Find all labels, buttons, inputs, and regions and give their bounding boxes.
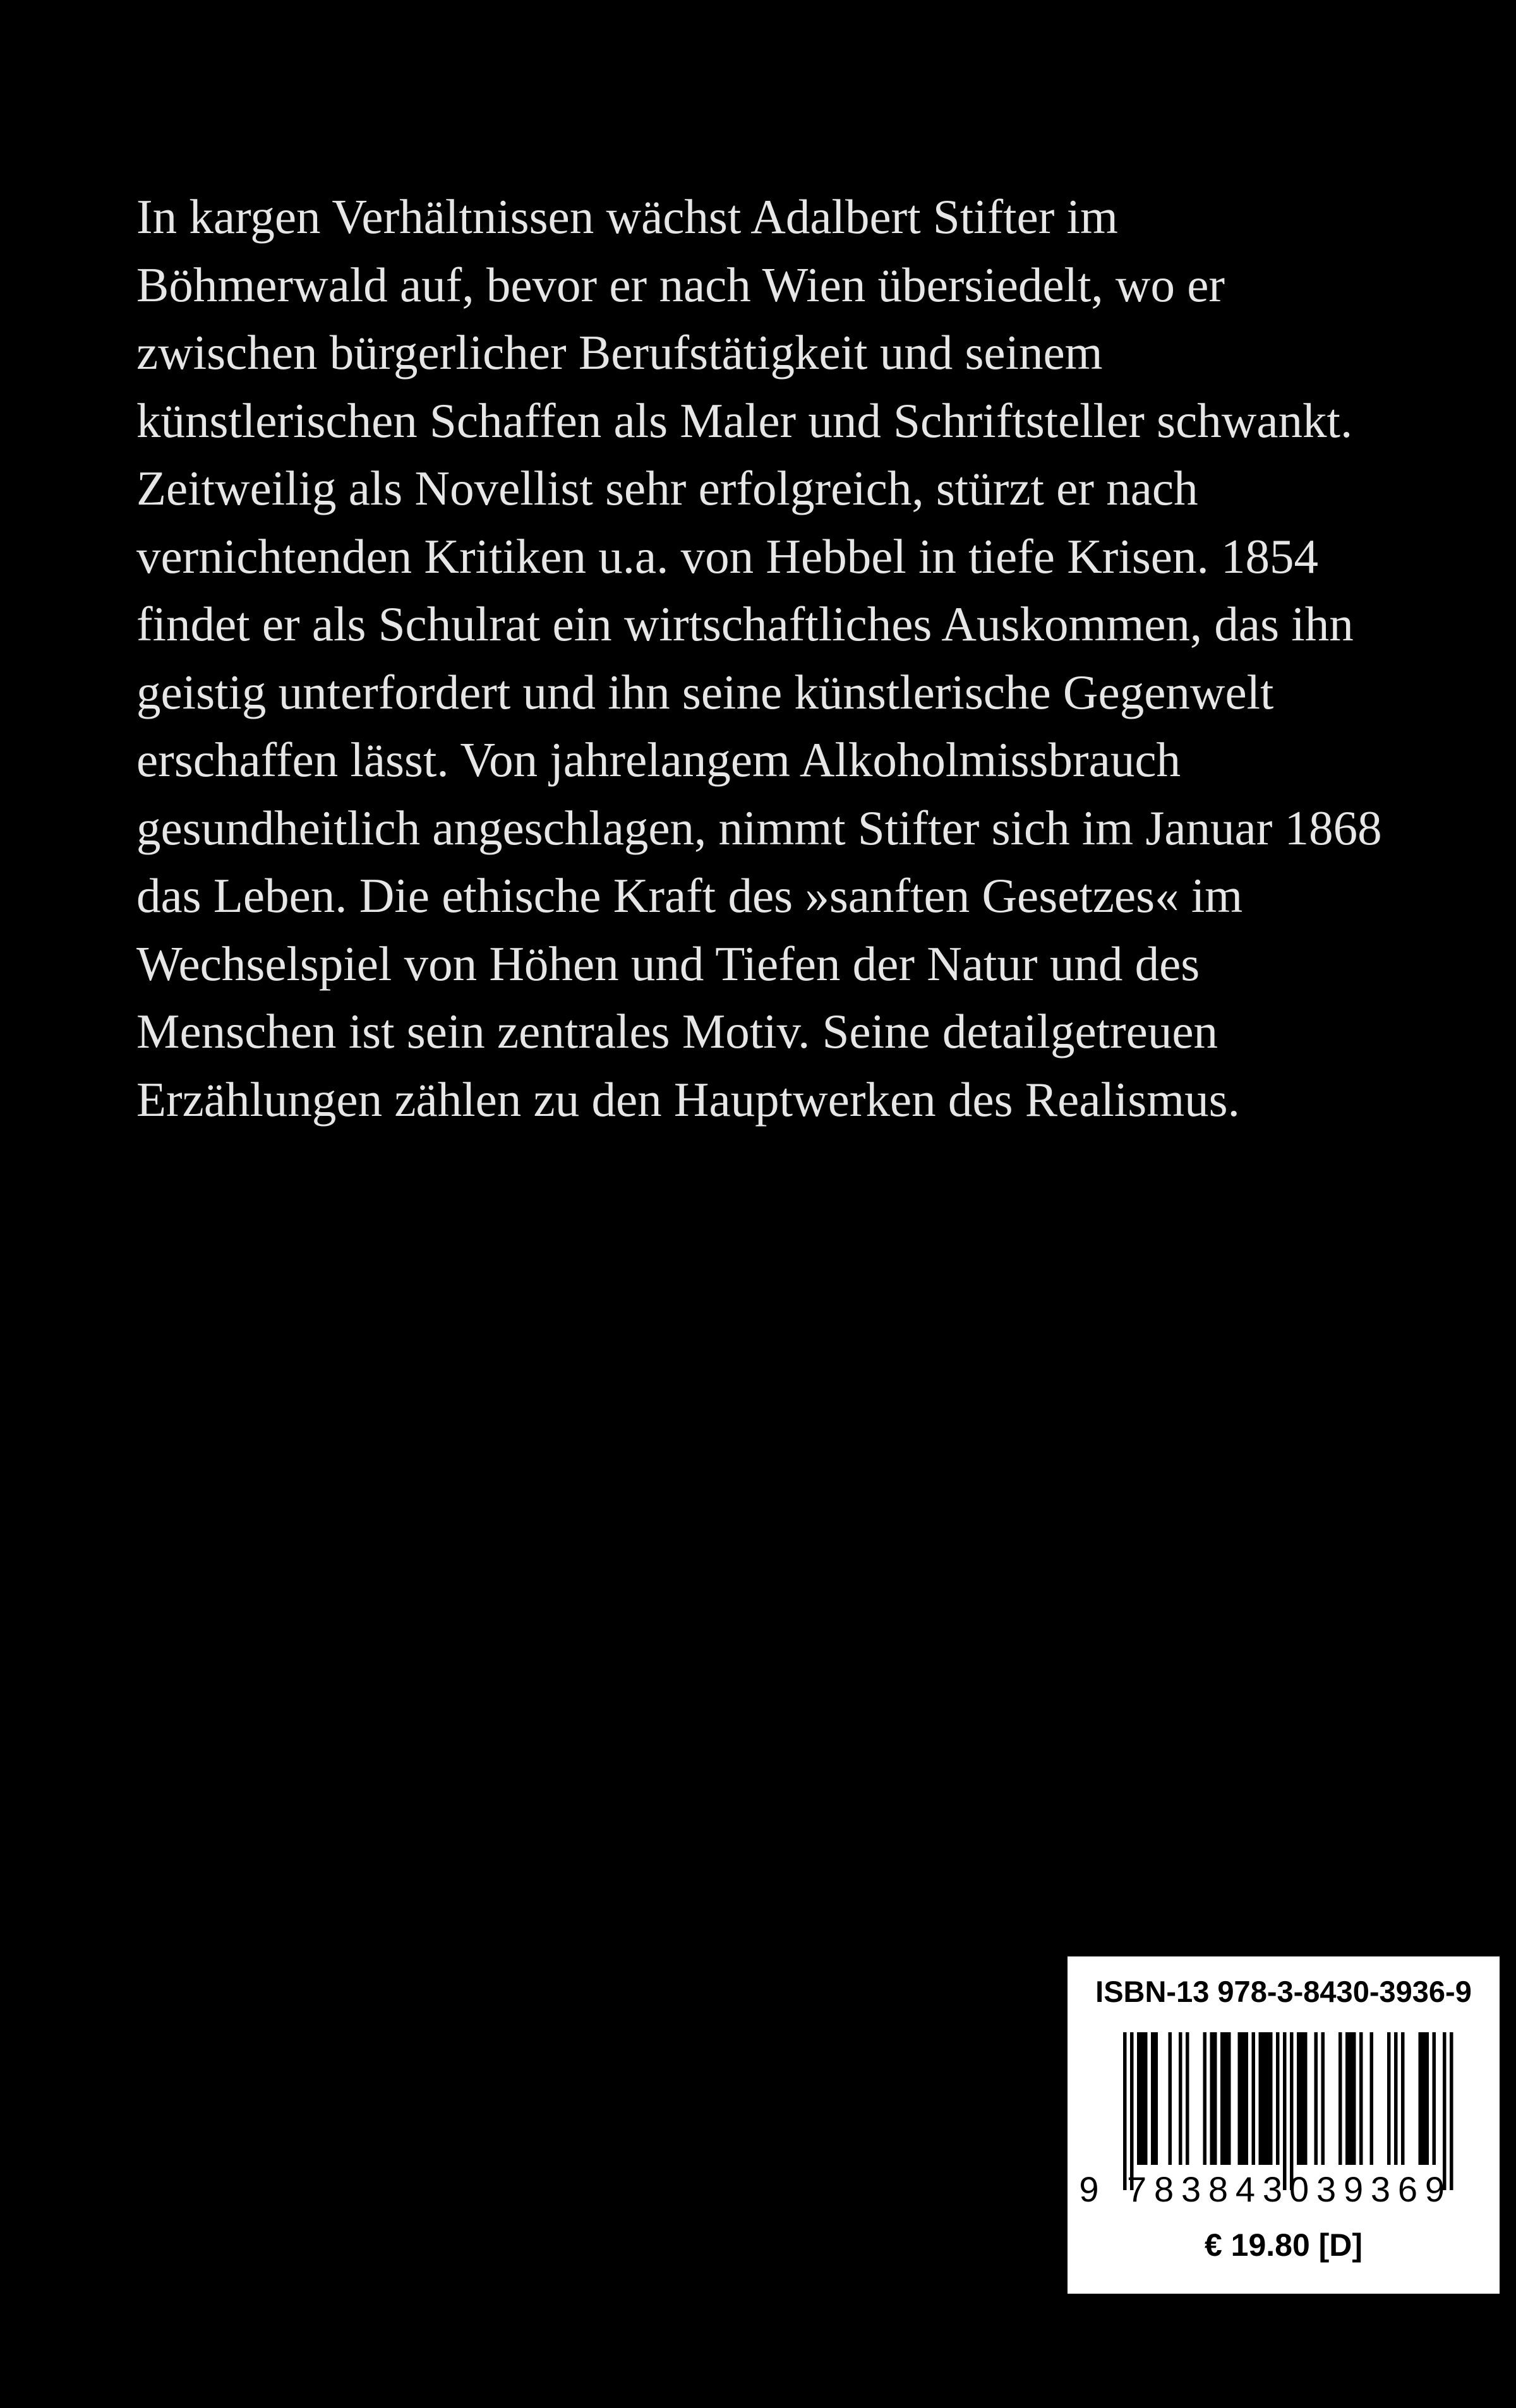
blurb-line: Zeitweilig als Novellist sehr erfolgreich, stürzt er nach [136,461,1198,515]
price-label: € 19.80 [D] [1204,2227,1363,2263]
barcode-bar [1151,2032,1155,2165]
barcode-bar [1426,2032,1429,2165]
blurb-line: Menschen ist sein zentrales Motiv. Seine detailgetreuen [136,1004,1218,1058]
barcode-bar [1238,2032,1242,2165]
barcode-bar [1422,2032,1426,2165]
blurb-line: In kargen Verhältnissen wächst Adalbert Stifter im [136,189,1118,244]
blurb-line: das Leben. Die ethische Kraft des »sanften Gesetzes« im [136,868,1243,923]
blurb-line: findet er als Schulrat ein wirtschaftliches Auskommen, das ihn [136,597,1354,651]
barcode-bar [1144,2032,1148,2165]
barcode-guard-bar [1443,2032,1447,2190]
barcode-bar [1259,2032,1263,2165]
barcode-bar [1220,2032,1224,2165]
barcode-bar [1359,2032,1363,2165]
barcode-bar [1203,2032,1207,2165]
barcode-bar [1401,2032,1405,2165]
barcode-guard-bar [1283,2032,1287,2190]
barcode-bar [1186,2032,1189,2165]
barcode-bar [1352,2032,1356,2165]
barcode-bar [1349,2032,1353,2165]
blurb-line: künstlerischen Schaffen als Maler und Schriftsteller schwankt. [136,393,1353,448]
barcode-bar [1394,2032,1398,2165]
barcode-guard-bar [1130,2032,1134,2190]
barcode-bar [1387,2032,1391,2165]
barcode-bar [1370,2032,1374,2165]
ean13-barcode [1068,2032,1500,2215]
barcode-bar [1297,2032,1301,2165]
barcode-bar [1266,2032,1270,2165]
barcode-bar [1241,2032,1245,2165]
barcode-bar [1252,2032,1256,2165]
barcode-bar [1433,2032,1436,2165]
barcode-bar [1269,2032,1273,2165]
blurb-line: gesundheitlich angeschlagen, nimmt Stifter sich im Januar 1868 [136,800,1382,855]
barcode-right-digits: 039369 [1289,2169,1445,2209]
barcode-bar [1155,2032,1158,2165]
barcode-guard-bar [1290,2032,1294,2190]
barcode-bar [1419,2032,1423,2165]
barcode-bar [1213,2032,1217,2165]
blurb-line: Böhmerwald auf, bevor er nach Wien übersiedelt, wo er [136,257,1225,312]
barcode-bar [1210,2032,1214,2165]
barcode-bar [1179,2032,1182,2165]
blurb-line: zwischen bürgerlicher Berufstätigkeit und seinem [136,325,1103,380]
barcode-bar [1141,2032,1145,2165]
barcode-bar [1137,2032,1141,2165]
blurb-line: erschaffen lässt. Von jahrelangem Alkoholmissbrauch [136,733,1181,787]
back-cover-blurb [136,183,1438,1134]
barcode-bar [1245,2032,1249,2165]
barcode-bar [1262,2032,1266,2165]
barcode-bar [1345,2032,1349,2165]
barcode-bar [1321,2032,1325,2165]
barcode-bar [1224,2032,1228,2165]
blurb-line: Erzählungen zählen zu den Hauptwerken des Realismus. [136,1072,1240,1127]
barcode-bar [1314,2032,1318,2165]
barcode-lead-digit: 9 [1079,2169,1099,2209]
barcode-bar [1304,2032,1308,2165]
barcode-bars [1123,2032,1453,2190]
barcode-bar [1169,2032,1172,2165]
barcode-bar [1301,2032,1304,2165]
blurb-line: Wechselspiel von Höhen und Tiefen der Natur und des [136,936,1200,991]
barcode-bar [1339,2032,1342,2165]
blurb-line: vernichtenden Kritiken u.a. von Hebbel in tiefe Krisen. 1854 [136,529,1318,584]
isbn-barcode-box [1068,1956,1500,2294]
barcode-bar [1276,2032,1280,2165]
barcode-left-digits: 783843 [1127,2169,1282,2209]
barcode-guard-bar [1450,2032,1453,2190]
barcode-bar [1227,2032,1231,2165]
blurb-line: geistig unterfordert und ihn seine künstlerische Gegenwelt [136,664,1274,719]
isbn-label: ISBN-13 978-3-8430-3936-9 [1095,1975,1472,2008]
barcode-guard-bar [1123,2032,1127,2190]
